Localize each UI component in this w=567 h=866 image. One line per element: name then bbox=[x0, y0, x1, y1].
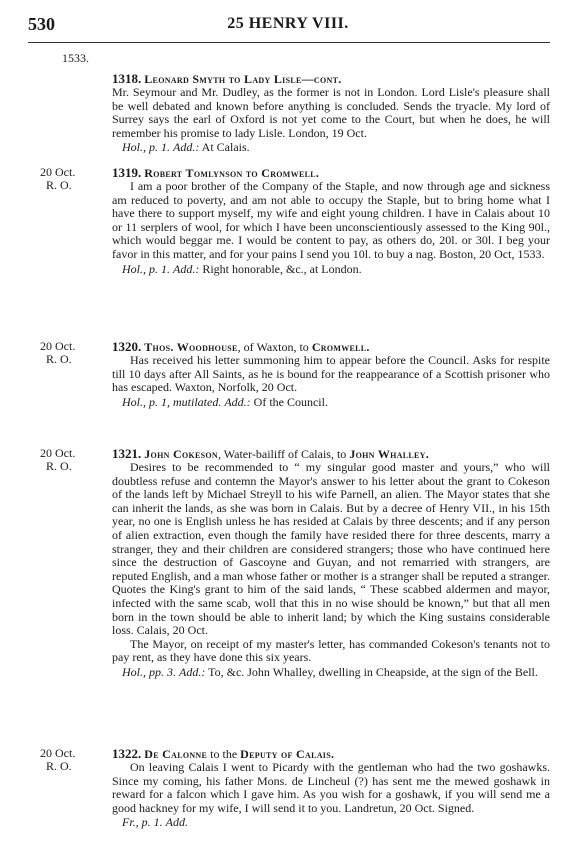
entry-writer: Leonard Smyth bbox=[144, 72, 226, 86]
entry-title bbox=[112, 447, 550, 461]
margin-date: 20 Oct. bbox=[40, 446, 76, 460]
page-header bbox=[28, 14, 548, 38]
note-description: Hol., p. 1. bbox=[122, 261, 170, 276]
note-description: Hol., p. 1, mutilated. bbox=[122, 394, 222, 409]
entry-body bbox=[112, 447, 550, 680]
margin-date: 20 Oct. bbox=[40, 746, 76, 760]
entry-recipient: Lady Lisle bbox=[244, 72, 302, 86]
note-address-label: Add.: bbox=[224, 394, 251, 409]
entry-paragraph: Desires to be recommended to “ my singular good master and yours,” who will doubtless refuse and contemn the Mayor's answer to his letter about the grant to Cokeson of the lands left by Michael Streyll to his wife Parnell, an alien. The Mayor states that she can inherit the lands, as she was born in Calais. But by a decree of Henry VII., in his 15th year, no one is English unless he has resided at Calais by three descents; and if any person of alien extraction, even though the family have resided there for three descents, marry a stranger, they and their children are considered strangers; those who have continued here since the destruction of Gascoyne and Guyan, and not remarried with strangers, are reputed English, and a man whose father or mother is a stranger shall be reputed a stranger. Quotes the King's grant to him of the said lands, “ These scabbed aldermen and mayor, infected with the same scab, woll that this in no wise should be known,” but that all men born in the town should be able to inherit land; by which the King sustains considerable loss. Calais, 20 Oct. bbox=[112, 460, 550, 638]
entry-writer: De Calonne bbox=[144, 747, 208, 761]
entry-connector: , Water-bailiff of Calais, to bbox=[217, 447, 350, 461]
margin-source: R. O. bbox=[46, 459, 72, 473]
note-address: To, &c. John Whalley, dwelling in Cheapside, at the sign of the Bell. bbox=[205, 664, 538, 679]
entry-connector: to bbox=[242, 166, 262, 180]
entry-recipient: Cromwell. bbox=[311, 340, 370, 354]
entry-note bbox=[112, 263, 550, 277]
entry-number: 1322. bbox=[112, 746, 142, 761]
entry-recipient: Deputy of Calais. bbox=[240, 747, 335, 761]
entry-recipient: Cromwell. bbox=[261, 166, 320, 180]
entry-title bbox=[112, 340, 550, 354]
entry-number: 1320. bbox=[112, 339, 142, 354]
year-label: 1533. bbox=[62, 51, 89, 65]
note-address: At Calais. bbox=[199, 140, 250, 155]
note-address: Of the Council. bbox=[250, 394, 328, 409]
note-description: Hol., pp. 3. bbox=[122, 664, 176, 679]
margin-source: R. O. bbox=[46, 178, 72, 192]
entry-number: 1318. bbox=[112, 71, 142, 86]
margin-source: R. O. bbox=[46, 759, 72, 773]
entry-title bbox=[112, 72, 550, 86]
entry-margin bbox=[40, 340, 106, 366]
entry-suffix: —cont. bbox=[301, 72, 342, 86]
note-description: Fr., p. 1. bbox=[122, 815, 163, 830]
entry-note bbox=[112, 141, 550, 155]
entry-note bbox=[112, 666, 550, 680]
margin-source: R. O. bbox=[46, 352, 72, 366]
margin-date: 20 Oct. bbox=[40, 339, 76, 353]
entry-paragraph: On leaving Calais I went to Picardy with the gentleman who had the two goshawks. Since my coming, his father Mons. de Lincheul (?) has sent me the mewed goshawk in reward for a falcon which I gave him. As you wish for a goshawk, if you will send me a good hackney for my wife, I will send it to you. Landretun, 20 Oct. Signed. bbox=[112, 760, 550, 815]
entry-margin bbox=[40, 447, 106, 473]
note-description: Hol., p. 1. bbox=[122, 140, 170, 155]
note-address-label: Add. bbox=[165, 815, 189, 830]
entry-title bbox=[112, 166, 550, 180]
entry-margin bbox=[40, 747, 106, 773]
entry-body bbox=[112, 72, 550, 155]
entry-margin bbox=[40, 166, 106, 192]
entry-paragraph: The Mayor, on receipt of my master's letter, has commanded Cokeson's tenants not to pay rent, as they have done this six years. bbox=[112, 636, 550, 665]
entry-paragraph: Mr. Seymour and Mr. Dudley, as the former is not in London. Lord Lisle's pleasure shall be well debated and known before anything is concluded. Sends the tryacle. My lord of Surrey says the earl of Oxford is not yet come to the Court, but when he does, he will remember his promise to lady Lisle. London, 19 Oct. bbox=[112, 85, 550, 140]
entry-paragraph: Has received his letter summoning him to appear before the Council. Asks for respite till 10 days after All Saints, as he is bound for the reappearance of a Scottish prisoner who has escaped. Waxton, Norfolk, 20 Oct. bbox=[112, 353, 550, 395]
entry-connector: to the bbox=[207, 747, 241, 761]
entry-body bbox=[112, 340, 550, 409]
running-head: 25 HENRY VIII. bbox=[227, 15, 349, 32]
entry-writer: John Cokeson bbox=[144, 447, 218, 461]
entry-number: 1319. bbox=[112, 165, 142, 180]
entry-recipient: John Whalley. bbox=[349, 447, 430, 461]
page-number: 530 bbox=[28, 14, 55, 34]
entry-paragraph: I am a poor brother of the Company of the Staple, and now through age and sickness am reduced to poverty, and am not able to occupy the Staple, but to bring home what I have there to support myself, my wife and eight young children. I have in Calais about 10 or 11 serplers of wool, for which I have been unconscientiously assessed to the King 90l., which would beggar me. I would be content to pay, as others do, 20l. or 30l. I beg your favor in this matter, and for your pains I send you 10l. to buy a nag. Boston, 20 Oct, 1533. bbox=[112, 179, 550, 261]
header-rule bbox=[28, 42, 550, 43]
entry-number: 1321. bbox=[112, 446, 142, 461]
note-address: Right honorable, &c., at London. bbox=[199, 261, 362, 276]
margin-date: 20 Oct. bbox=[40, 165, 76, 179]
entry-connector: , of Waxton, to bbox=[237, 340, 312, 354]
entry-writer: Robert Tomlynson bbox=[144, 166, 243, 180]
note-address-label: Add.: bbox=[173, 261, 200, 276]
entry-title bbox=[112, 747, 550, 761]
entry-connector: to bbox=[225, 72, 245, 86]
entry-note bbox=[112, 396, 550, 410]
note-address-label: Add.: bbox=[173, 140, 200, 155]
note-address-label: Add.: bbox=[179, 664, 206, 679]
entry-writer: Thos. Woodhouse bbox=[144, 340, 238, 354]
entry-note bbox=[112, 816, 550, 830]
entry-body bbox=[112, 166, 550, 276]
entry-body bbox=[112, 747, 550, 830]
